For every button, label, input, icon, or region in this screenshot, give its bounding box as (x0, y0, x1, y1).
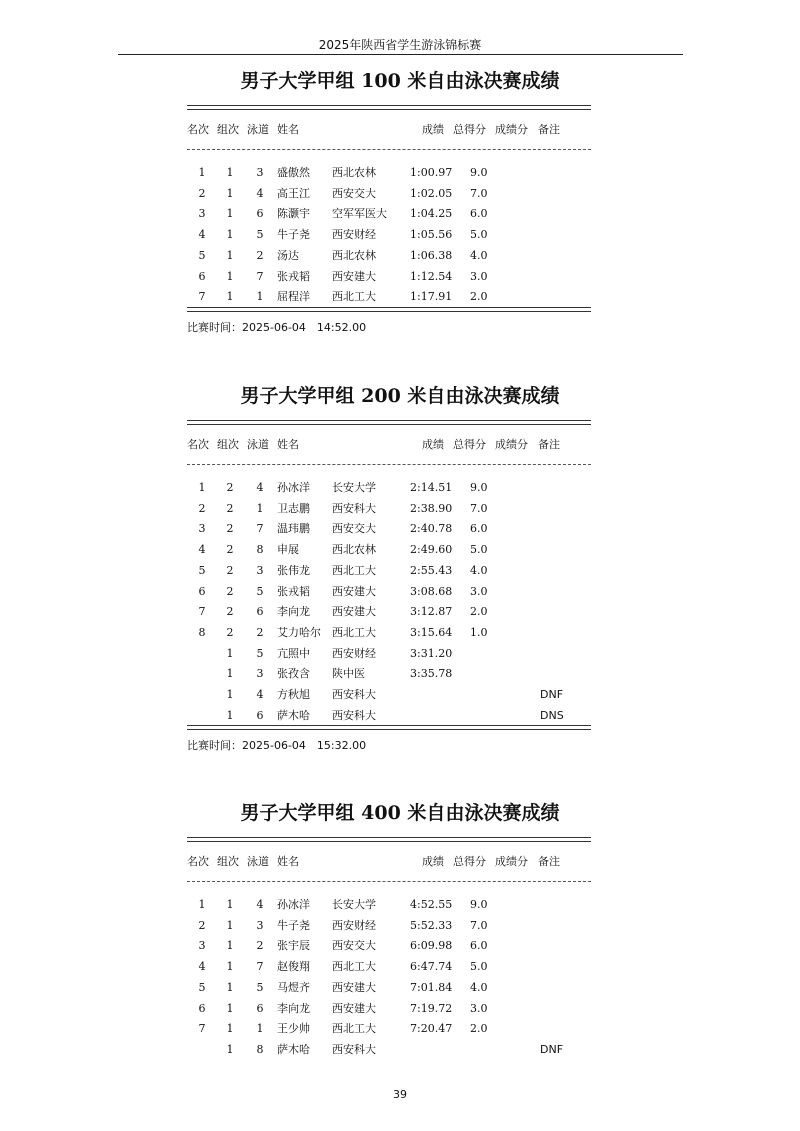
cell-rank: 3 (198, 207, 206, 221)
cell-lane: 1 (256, 290, 264, 304)
cell-heat: 1 (226, 269, 234, 283)
cell-name: 牛子尧 (277, 918, 310, 932)
cell-name: 艾力哈尔 (277, 625, 321, 639)
cell-heat: 1 (226, 898, 234, 911)
header-rule (118, 54, 683, 55)
cell-heat: 1 (226, 939, 234, 953)
cell-lane: 7 (256, 960, 264, 974)
cell-result: 1:05.56 (410, 228, 453, 242)
cell-lane: 6 (256, 708, 264, 722)
column-header-rank: 名次 (187, 438, 209, 451)
cell-points: 2.0 (470, 290, 488, 304)
cell-result: 3:15.64 (410, 625, 453, 639)
cell-lane: 4 (256, 898, 264, 911)
cell-lane: 4 (256, 186, 264, 200)
cell-note: DNS (540, 708, 564, 722)
cell-name: 张宇辰 (277, 939, 310, 953)
cell-name: 张戎韬 (277, 269, 310, 283)
dashed-rule (187, 464, 591, 465)
event-title: 男子大学甲组 100 米自由泳决赛成绩 (240, 70, 560, 92)
cell-team: 长安大学 (332, 898, 376, 911)
cell-points: 7.0 (470, 501, 488, 515)
column-header-note: 备注 (538, 438, 560, 451)
cell-name: 王少帅 (277, 1022, 310, 1036)
cell-result: 1:06.38 (410, 248, 453, 262)
cell-lane: 5 (256, 584, 264, 598)
cell-points: 4.0 (470, 563, 488, 577)
cell-heat: 2 (226, 605, 234, 619)
cell-heat: 2 (226, 481, 234, 494)
cell-result: 3:35.78 (410, 667, 453, 681)
cell-team: 西安科大 (332, 708, 376, 722)
cell-rank: 1 (198, 166, 206, 179)
cell-note: DNF (540, 1042, 564, 1056)
cell-name: 方秋旭 (277, 688, 310, 701)
cell-points: 3.0 (470, 269, 488, 283)
cell-points: 3.0 (470, 1001, 488, 1015)
cell-name: 申展 (277, 543, 299, 557)
cell-lane: 6 (256, 1001, 264, 1015)
cell-points: 5.0 (470, 228, 488, 242)
cell-result: 7:20.47 (410, 1022, 453, 1036)
cell-name: 李向龙 (277, 1001, 310, 1015)
cell-heat: 1 (226, 228, 234, 242)
cell-rank: 6 (198, 584, 206, 598)
column-header-name: 姓名 (277, 438, 299, 451)
cell-lane: 6 (256, 605, 264, 619)
column-header-points: 总得分 (453, 855, 486, 868)
cell-team: 西北工大 (332, 960, 376, 974)
dashed-rule (187, 149, 591, 150)
cell-team: 西北农林 (332, 248, 376, 262)
column-header-result: 成绩 (422, 123, 444, 136)
column-header-heat: 组次 (217, 438, 239, 451)
cell-team: 西安交大 (332, 522, 376, 536)
cell-team: 西安建大 (332, 584, 376, 598)
double-rule (187, 420, 591, 425)
cell-result: 7:19.72 (410, 1001, 453, 1015)
cell-name: 高王江 (277, 186, 310, 200)
cell-team: 陕中医 (332, 667, 365, 681)
cell-lane: 6 (256, 207, 264, 221)
column-header-rank: 名次 (187, 123, 209, 136)
cell-name: 牛子尧 (277, 228, 310, 242)
cell-points: 3.0 (470, 584, 488, 598)
cell-team: 长安大学 (332, 481, 376, 494)
cell-rank: 3 (198, 939, 206, 953)
column-header-note: 备注 (538, 123, 560, 136)
cell-result: 2:49.60 (410, 543, 453, 557)
cell-lane: 4 (256, 688, 264, 701)
cell-team: 西安财经 (332, 646, 376, 660)
cell-lane: 4 (256, 481, 264, 494)
cell-name: 温玮鹏 (277, 522, 310, 536)
event-title: 男子大学甲组 400 米自由泳决赛成绩 (240, 802, 560, 824)
cell-points: 5.0 (470, 960, 488, 974)
cell-result: 1:04.25 (410, 207, 453, 221)
cell-points: 7.0 (470, 918, 488, 932)
cell-result: 1:00.97 (410, 166, 453, 179)
cell-name: 张戎韬 (277, 584, 310, 598)
double-rule (187, 725, 591, 730)
cell-name: 汤达 (277, 248, 299, 262)
cell-points: 2.0 (470, 605, 488, 619)
cell-team: 西安建大 (332, 1001, 376, 1015)
column-header-heat: 组次 (217, 855, 239, 868)
cell-team: 西安科大 (332, 501, 376, 515)
cell-team: 西安科大 (332, 688, 376, 701)
cell-rank: 4 (198, 960, 206, 974)
cell-team: 西北工大 (332, 1022, 376, 1036)
cell-result: 2:40.78 (410, 522, 453, 536)
column-header-name: 姓名 (277, 855, 299, 868)
cell-name: 陈灏宇 (277, 207, 310, 221)
cell-result: 3:12.87 (410, 605, 453, 619)
cell-name: 张伟龙 (277, 563, 310, 577)
column-header-points: 总得分 (453, 123, 486, 136)
cell-lane: 3 (256, 563, 264, 577)
cell-team: 西北工大 (332, 290, 376, 304)
column-header-note: 备注 (538, 855, 560, 868)
column-header-result-points: 成绩分 (495, 123, 528, 136)
cell-name: 张孜含 (277, 667, 310, 681)
cell-lane: 8 (256, 543, 264, 557)
cell-lane: 7 (256, 269, 264, 283)
cell-lane: 2 (256, 939, 264, 953)
column-header-result: 成绩 (422, 855, 444, 868)
cell-points: 5.0 (470, 543, 488, 557)
match-time: 比赛时间：2025-06-04 14:52.00 (187, 320, 367, 334)
column-header-heat: 组次 (217, 123, 239, 136)
cell-heat: 2 (226, 522, 234, 536)
cell-rank: 4 (198, 228, 206, 242)
cell-team: 西安财经 (332, 228, 376, 242)
column-header-lane: 泳道 (247, 123, 269, 136)
cell-team: 空军军医大 (332, 207, 387, 221)
cell-note: DNF (540, 688, 564, 701)
column-header-result-points: 成绩分 (495, 438, 528, 451)
cell-name: 赵俊翔 (277, 960, 310, 974)
cell-lane: 1 (256, 501, 264, 515)
cell-heat: 1 (226, 248, 234, 262)
cell-result: 6:47.74 (410, 960, 453, 974)
cell-rank: 1 (198, 898, 206, 911)
cell-heat: 2 (226, 584, 234, 598)
cell-lane: 1 (256, 1022, 264, 1036)
double-rule (187, 837, 591, 842)
cell-result: 1:02.05 (410, 186, 453, 200)
cell-rank: 2 (198, 501, 206, 515)
cell-team: 西安建大 (332, 980, 376, 994)
cell-result: 4:52.55 (410, 898, 453, 911)
cell-lane: 3 (256, 166, 264, 179)
cell-rank: 7 (198, 290, 206, 304)
cell-name: 马煜齐 (277, 980, 310, 994)
cell-name: 卫志鹏 (277, 501, 310, 515)
cell-team: 西安财经 (332, 918, 376, 932)
cell-rank: 7 (198, 1022, 206, 1036)
column-header-result-points: 成绩分 (495, 855, 528, 868)
cell-lane: 8 (256, 1042, 264, 1056)
cell-name: 李向龙 (277, 605, 310, 619)
cell-lane: 5 (256, 980, 264, 994)
cell-result: 2:14.51 (410, 481, 453, 494)
column-header-result: 成绩 (422, 438, 444, 451)
cell-points: 4.0 (470, 248, 488, 262)
cell-result: 3:08.68 (410, 584, 453, 598)
cell-name: 孙冰洋 (277, 898, 310, 911)
cell-team: 西北工大 (332, 625, 376, 639)
double-rule (187, 307, 591, 312)
cell-team: 西安交大 (332, 186, 376, 200)
cell-points: 6.0 (470, 522, 488, 536)
cell-name: 萨木哈 (277, 708, 310, 722)
cell-heat: 1 (226, 688, 234, 701)
cell-rank: 4 (198, 543, 206, 557)
column-header-name: 姓名 (277, 123, 299, 136)
cell-team: 西北农林 (332, 166, 376, 179)
cell-rank: 6 (198, 1001, 206, 1015)
cell-lane: 5 (256, 228, 264, 242)
cell-heat: 1 (226, 186, 234, 200)
cell-heat: 2 (226, 501, 234, 515)
cell-points: 9.0 (470, 481, 488, 494)
cell-result: 2:55.43 (410, 563, 453, 577)
cell-name: 萨木哈 (277, 1042, 310, 1056)
cell-heat: 1 (226, 1042, 234, 1056)
cell-rank: 2 (198, 186, 206, 200)
cell-points: 4.0 (470, 980, 488, 994)
cell-name: 屈程洋 (277, 290, 310, 304)
cell-lane: 2 (256, 248, 264, 262)
cell-lane: 2 (256, 625, 264, 639)
cell-team: 西安建大 (332, 269, 376, 283)
column-header-lane: 泳道 (247, 855, 269, 868)
cell-result: 7:01.84 (410, 980, 453, 994)
cell-result: 5:52.33 (410, 918, 453, 932)
cell-lane: 5 (256, 646, 264, 660)
cell-rank: 5 (198, 248, 206, 262)
cell-heat: 1 (226, 166, 234, 179)
cell-points: 2.0 (470, 1022, 488, 1036)
cell-points: 9.0 (470, 166, 488, 179)
dashed-rule (187, 881, 591, 882)
cell-heat: 1 (226, 980, 234, 994)
cell-result: 6:09.98 (410, 939, 453, 953)
cell-points: 6.0 (470, 207, 488, 221)
cell-team: 西北农林 (332, 543, 376, 557)
cell-rank: 7 (198, 605, 206, 619)
cell-points: 6.0 (470, 939, 488, 953)
cell-team: 西安交大 (332, 939, 376, 953)
cell-heat: 2 (226, 543, 234, 557)
cell-rank: 5 (198, 980, 206, 994)
cell-points: 7.0 (470, 186, 488, 200)
cell-points: 1.0 (470, 625, 488, 639)
cell-result: 2:38.90 (410, 501, 453, 515)
cell-heat: 1 (226, 646, 234, 660)
page-number: 39 (393, 1088, 407, 1101)
cell-heat: 2 (226, 625, 234, 639)
cell-lane: 7 (256, 522, 264, 536)
cell-team: 西安建大 (332, 605, 376, 619)
cell-name: 孙冰洋 (277, 481, 310, 494)
cell-team: 西安科大 (332, 1042, 376, 1056)
column-header-points: 总得分 (453, 438, 486, 451)
cell-team: 西北工大 (332, 563, 376, 577)
cell-name: 亢照中 (277, 646, 310, 660)
cell-heat: 1 (226, 290, 234, 304)
cell-lane: 3 (256, 667, 264, 681)
cell-points: 9.0 (470, 898, 488, 911)
cell-rank: 5 (198, 563, 206, 577)
cell-rank: 1 (198, 481, 206, 494)
cell-heat: 1 (226, 1001, 234, 1015)
cell-rank: 8 (198, 625, 206, 639)
page-header-title: 2025年陕西省学生游泳锦标赛 (318, 38, 482, 52)
cell-heat: 1 (226, 708, 234, 722)
cell-heat: 1 (226, 918, 234, 932)
event-title: 男子大学甲组 200 米自由泳决赛成绩 (240, 385, 560, 407)
double-rule (187, 105, 591, 110)
cell-rank: 2 (198, 918, 206, 932)
cell-heat: 2 (226, 563, 234, 577)
column-header-lane: 泳道 (247, 438, 269, 451)
cell-result: 1:17.91 (410, 290, 453, 304)
cell-heat: 1 (226, 667, 234, 681)
cell-heat: 1 (226, 960, 234, 974)
column-header-rank: 名次 (187, 855, 209, 868)
cell-result: 1:12.54 (410, 269, 453, 283)
cell-result: 3:31.20 (410, 646, 453, 660)
cell-heat: 1 (226, 207, 234, 221)
match-time: 比赛时间：2025-06-04 15:32.00 (187, 739, 367, 753)
cell-heat: 1 (226, 1022, 234, 1036)
cell-rank: 3 (198, 522, 206, 536)
cell-lane: 3 (256, 918, 264, 932)
cell-name: 盛傲然 (277, 166, 310, 179)
cell-rank: 6 (198, 269, 206, 283)
